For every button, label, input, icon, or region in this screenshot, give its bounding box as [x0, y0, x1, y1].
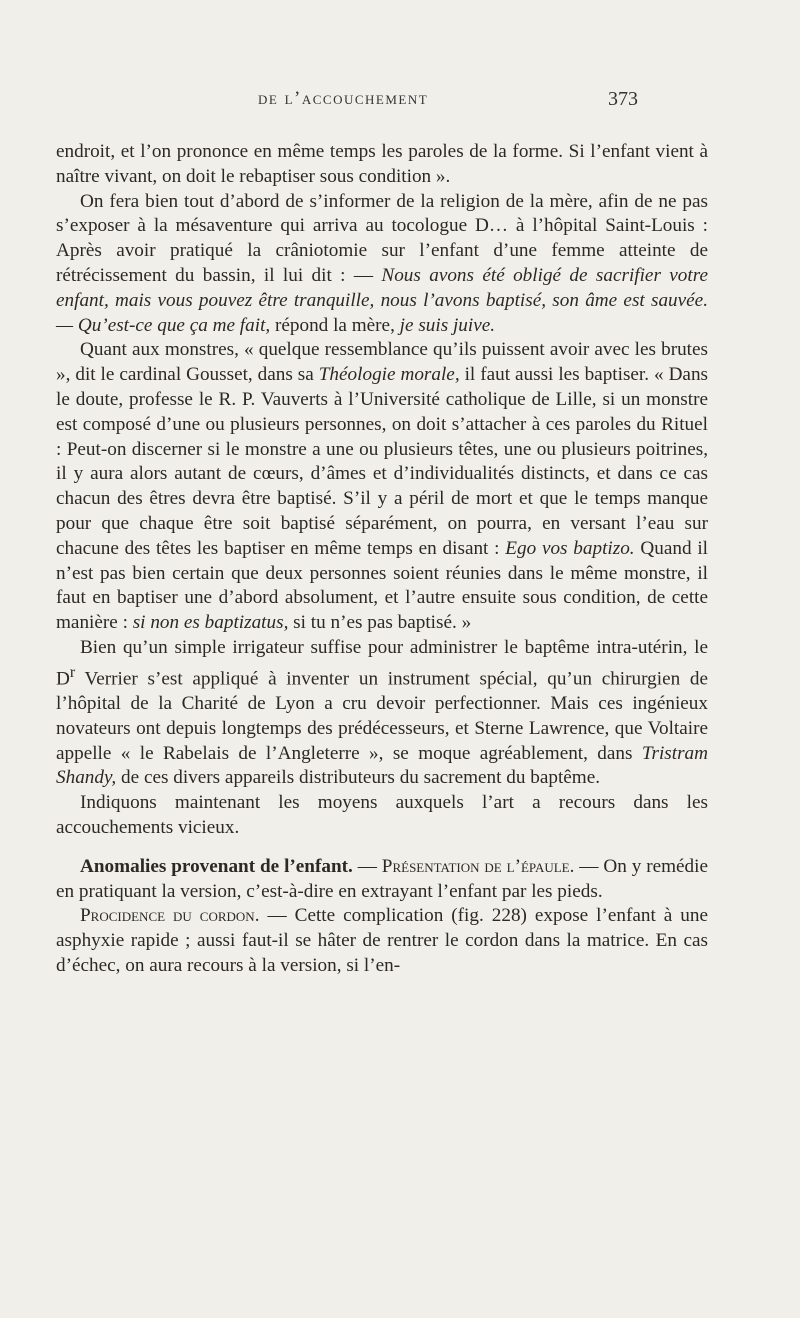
italic-quote: Nous avons été obligé de sacrifier votre enfant, mais vous pouvez être tranquille, nous l’avons baptisé, son âme est sauvée. — Qu’est-ce que ça me fait,: [56, 264, 708, 336]
text: il faut aussi les baptiser. « Dans le doute, professe le R. P. Vauverts à l’Université catholique de Lille, si un monstre est composé d’une ou plusieurs personnes, on doit s’attacher à ces paroles du Rituel : Peut-on discerner si le monstre a une ou plusieurs têtes, une ou plusieurs poitrines, il y aura alors autant de cœurs, d’âmes et d’individualités distincts, et dans ce cas chacun des êtres devra être baptisé. S’il y a péril de mort et que le temps manque pour que chaque être soit baptisé séparément, on pourra, en versant l’eau sur chacune des têtes les baptiser en même temps en disant :: [56, 364, 709, 559]
paragraph-5: Indiquons maintenant les moyens auxquels l’art a recours dans les accouchements vicieux.: [56, 792, 708, 838]
paragraph-4: [56, 636, 708, 791]
book-title: Théologie morale,: [318, 364, 460, 386]
text: On fera bien tout d’abord de s’informer de la religion de la mère, afin de ne pas s’exposer à la mésaventure qui arriva au tocologue D… à l’hôpital Saint-Louis : Après avoir pratiqué la crâniotomie sur l’enfant d’une femme atteinte de rétrécissement du bassin, il lui dit : —: [56, 190, 708, 286]
paragraph-3: [56, 338, 708, 636]
text: Verrier s’est appliqué à inventer un instrument spécial, qu’un chirurgien de l’hôpital de la Charité de Lyon a cru devoir perfectionner. Mais ces ingénieux novateurs ont depuis longtemps des prédécesseurs, et Sterne Lawrence, que Voltaire appelle « le Rabelais de l’Angleterre », se moque agréablement, dans: [56, 668, 708, 764]
text: répond la mère,: [270, 314, 400, 336]
running-head: de l’accouchement: [258, 88, 429, 109]
latin-phrase: Ego vos baptizo.: [505, 537, 635, 559]
paragraph-2: [56, 190, 708, 339]
paragraph-procidence: [56, 904, 708, 978]
text: si tu n’es pas baptisé. »: [288, 612, 472, 634]
italic-quote: je suis juive.: [399, 314, 496, 336]
page-number: 373: [608, 88, 638, 110]
subsection-heading: Procidence du cordon.: [80, 905, 260, 927]
body-text: [56, 140, 708, 979]
text: Quand il n’est pas bien certain que deux personnes soient réunies dans le même monstre, il faut en baptiser une d’abord absolument, et l’autre ensuite sous condition, de cette manière :: [56, 537, 708, 634]
paragraph-1: endroit, et l’on prononce en même temps les paroles de la forme. Si l’enfant vient à naître vivant, on doit le rebaptiser sous condition ».: [56, 141, 708, 187]
text: — Cette complication (fig. 228) expose l’enfant à une asphyxie rapide ; aussi faut-il se hâter de rentrer le cordon dans la matrice. En cas d’échec, on aura recours à la version, si l’en-: [56, 905, 709, 976]
book-title: Tristram Shandy,: [56, 742, 708, 789]
text: de ces divers appareils distributeurs du sacrement du baptême.: [116, 767, 601, 789]
text: —: [352, 855, 382, 877]
section-heading: Anomalies provenant de l’enfant.: [80, 855, 353, 877]
text: Bien qu’un simple irrigateur suffise pour administrer le baptême intra-utérin, le D: [56, 636, 708, 690]
text: Quant aux monstres, « quelque ressemblance qu’ils puissent avoir avec les brutes », dit le cardinal Gousset, dans sa: [56, 339, 708, 386]
text: — On y remédie en pratiquant la version, c’est-à-dire en extrayant l’enfant par les pieds.: [56, 855, 708, 902]
subsection-heading: Présentation de l’épaule.: [381, 855, 575, 877]
latin-phrase: si non es baptizatus,: [132, 612, 289, 634]
section-anomalies: [56, 855, 708, 905]
page-header: [0, 88, 800, 114]
superscript: r: [69, 663, 76, 681]
